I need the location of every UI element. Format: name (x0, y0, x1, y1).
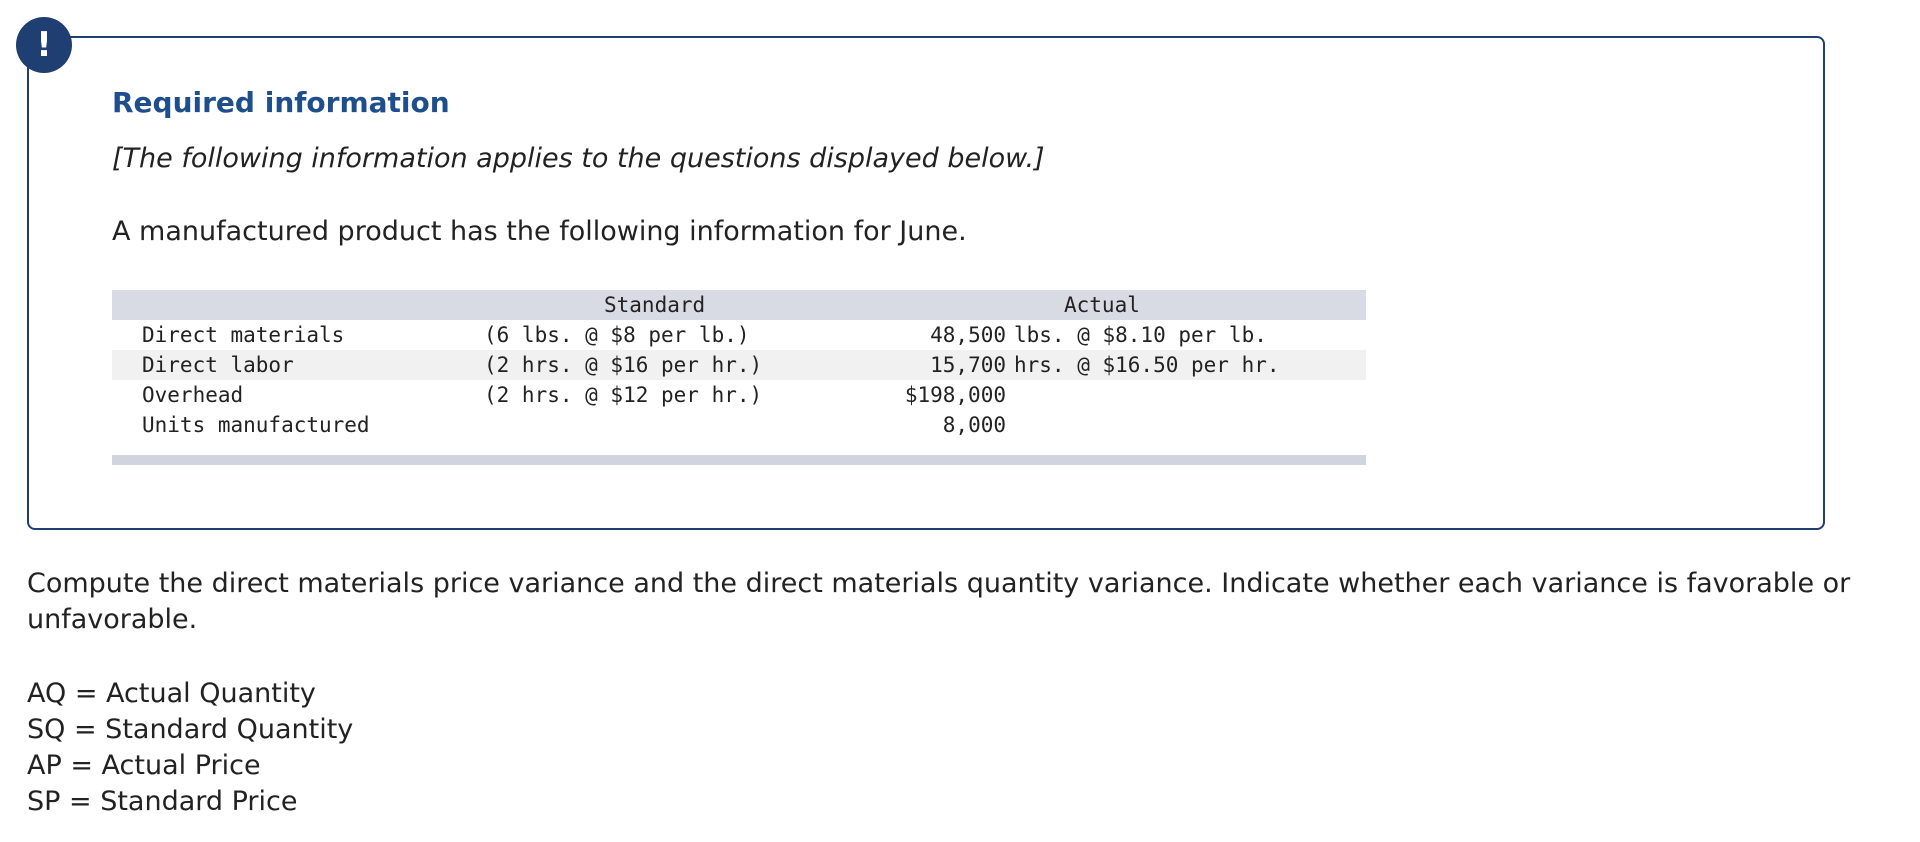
definition-item: AQ = Actual Quantity (27, 678, 316, 709)
exclamation-icon: ! (16, 17, 72, 73)
question-text: Compute the direct materials price variance and the direct materials quantity variance. Indicate whether each variance is favorable or unfavorable. (27, 568, 1851, 635)
definition-item: SQ = Standard Quantity (27, 714, 354, 745)
table-row (112, 380, 1366, 410)
row-label: Units manufactured (142, 413, 370, 437)
header-standard: Standard (604, 293, 706, 317)
row-actual-amount: 48,500 (930, 323, 1006, 347)
table-footer-bar (112, 455, 1366, 465)
applies-note: [The following information applies to the questions displayed below.] (112, 143, 1045, 174)
row-standard: (2 hrs. @ $12 per hr.) (484, 383, 763, 407)
table-header-row (112, 290, 1366, 320)
table-row (112, 350, 1366, 380)
row-label: Overhead (142, 383, 244, 407)
row-label: Direct materials (142, 323, 345, 347)
intro-text: A manufactured product has the following information for June. (112, 216, 967, 247)
definition-item: AP = Actual Price (27, 750, 261, 781)
required-information-title: Required information (112, 86, 450, 119)
row-standard: (6 lbs. @ $8 per lb.) (484, 323, 750, 347)
row-standard: (2 hrs. @ $16 per hr.) (484, 353, 763, 377)
row-actual-amount: $198,000 (904, 383, 1006, 407)
definitions-list (27, 676, 353, 820)
definition-item: SP = Standard Price (27, 786, 298, 817)
cost-data-table (112, 290, 1366, 440)
header-actual: Actual (1064, 293, 1140, 317)
row-actual-rate: hrs. @ $16.50 per hr. (1014, 353, 1280, 377)
row-actual-amount: 15,700 (930, 353, 1006, 377)
row-actual-amount: 8,000 (942, 413, 1006, 437)
row-actual-rate: lbs. @ $8.10 per lb. (1014, 323, 1267, 347)
table-row (112, 320, 1366, 350)
table-row (112, 410, 1366, 440)
row-label: Direct labor (142, 353, 294, 377)
